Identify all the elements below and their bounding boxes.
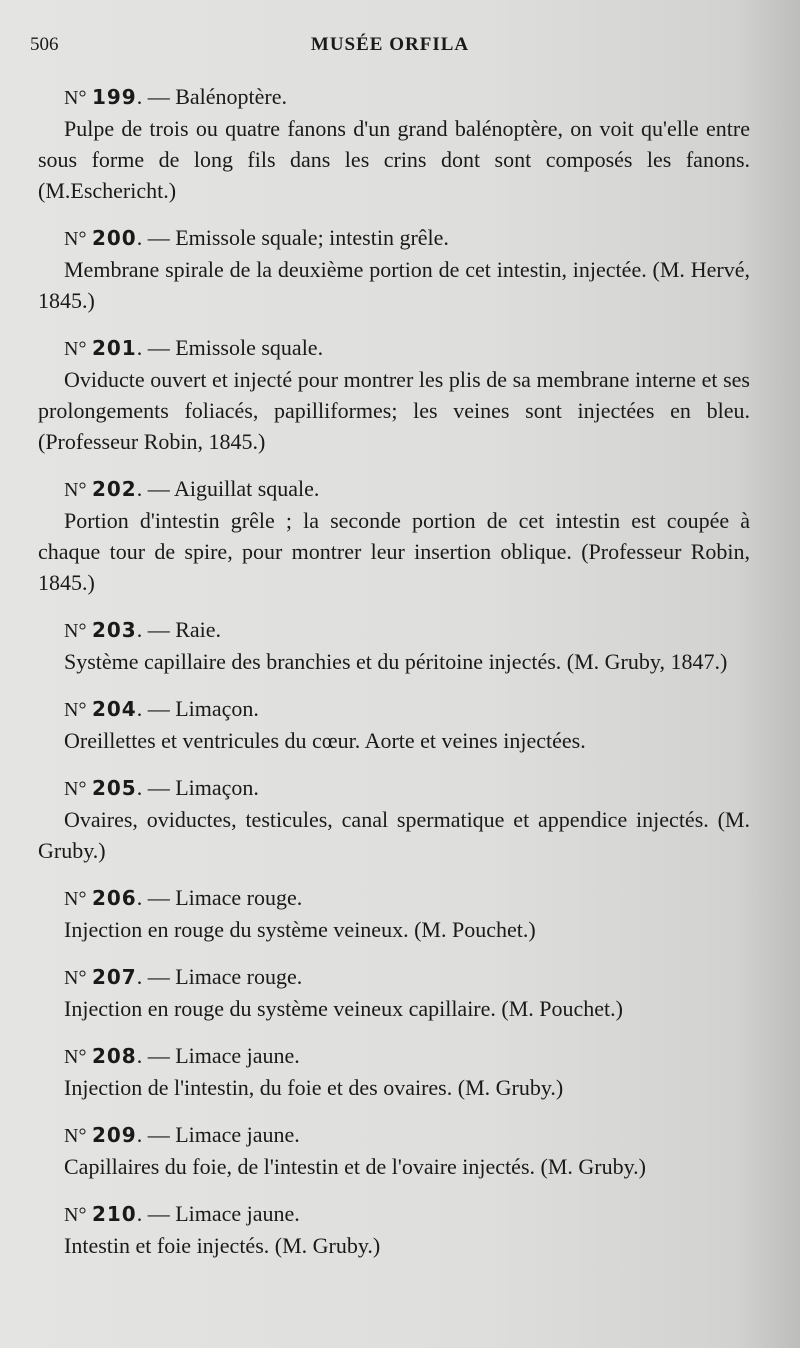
entry-number-prefix: N° [64, 1204, 87, 1226]
entry-number-prefix: N° [64, 87, 87, 109]
entry-title: . — Limace rouge. [136, 964, 303, 989]
entry-heading [38, 223, 750, 254]
catalogue-entry [38, 883, 750, 945]
entry-number-prefix: N° [64, 967, 87, 989]
entry-number: 207 [91, 965, 137, 989]
catalogue-entry [38, 615, 750, 677]
entry-title: . — Limace jaune. [136, 1043, 300, 1068]
catalogue-entry [38, 474, 750, 598]
entry-description: Portion d'intestin grêle ; la seconde portion de cet intestin est coupée à chaque tour de spire, pour montrer leur insertion oblique. (Professeur Robin, 1845.) [38, 508, 750, 595]
entry-number: 199 [91, 85, 137, 109]
entry-title: . — Balénoptère. [136, 84, 287, 109]
catalogue-entry [38, 333, 750, 457]
entry-number: 209 [91, 1123, 137, 1147]
entry-number: 201 [91, 336, 137, 360]
entry-number-prefix: N° [64, 228, 87, 250]
entry-title: . — Emissole squale. [136, 335, 324, 360]
entry-description: Membrane spirale de la deuxième portion de cet intestin, injectée. (M. Hervé, 1845.) [38, 257, 750, 313]
page-number: 506 [30, 34, 59, 55]
entry-title: . — Limace jaune. [136, 1122, 300, 1147]
entry-title: . — Raie. [136, 617, 222, 642]
entry-title: . — Limace rouge. [136, 885, 303, 910]
entry-number-prefix: N° [64, 338, 87, 360]
entry-description: Capillaires du foie, de l'intestin et de l'ovaire injectés. (M. Gruby.) [64, 1154, 647, 1179]
catalogue-entries [38, 82, 750, 1278]
entry-heading [38, 694, 750, 725]
entry-description: Injection en rouge du système veineux capillaire. (M. Pouchet.) [64, 996, 623, 1021]
catalogue-entry [38, 223, 750, 316]
catalogue-entry [38, 1120, 750, 1182]
entry-description: Injection de l'intestin, du foie et des ovaires. (M. Gruby.) [64, 1075, 564, 1100]
entry-title: . — Emissole squale; intestin grêle. [136, 225, 449, 250]
entry-heading [38, 773, 750, 804]
entry-heading [38, 1041, 750, 1072]
entry-heading [38, 1120, 750, 1151]
entry-number-prefix: N° [64, 699, 87, 721]
entry-number: 205 [91, 776, 137, 800]
entry-number: 206 [91, 886, 137, 910]
catalogue-entry [38, 962, 750, 1024]
entry-number-prefix: N° [64, 479, 87, 501]
running-title: MUSÉE ORFILA [310, 34, 470, 55]
entry-number: 203 [91, 618, 137, 642]
page-header [30, 30, 750, 64]
catalogue-entry [38, 82, 750, 206]
catalogue-entry [38, 773, 750, 866]
entry-description: Oviducte ouvert et injecté pour montrer les plis de sa membrane interne et ses prolongements foliacés, papilliformes; les veines sont injectées en bleu. (Professeur Robin, 1845.) [38, 367, 750, 454]
entry-heading [38, 474, 750, 505]
entry-heading [38, 962, 750, 993]
entry-title: . — Limaçon. [136, 775, 259, 800]
entry-description: Ovaires, oviductes, testicules, canal spermatique et appendice injectés. (M. Gruby.) [38, 807, 750, 863]
entry-heading [38, 615, 750, 646]
catalogue-entry [38, 694, 750, 756]
entry-number-prefix: N° [64, 888, 87, 910]
entry-heading [38, 1199, 750, 1230]
entry-title: . — Limaçon. [136, 696, 259, 721]
catalogue-entry [38, 1199, 750, 1261]
entry-description: Oreillettes et ventricules du cœur. Aorte et veines injectées. [64, 728, 586, 753]
entry-number-prefix: N° [64, 1125, 87, 1147]
entry-number-prefix: N° [64, 1046, 87, 1068]
entry-title: . — Aiguillat squale. [136, 476, 320, 501]
entry-description: Intestin et foie injectés. (M. Gruby.) [64, 1233, 381, 1258]
entry-number: 202 [91, 477, 137, 501]
entry-heading [38, 333, 750, 364]
entry-number: 208 [91, 1044, 137, 1068]
entry-number: 210 [91, 1202, 137, 1226]
entry-title: . — Limace jaune. [136, 1201, 300, 1226]
entry-description: Injection en rouge du système veineux. (M. Pouchet.) [64, 917, 536, 942]
catalogue-entry [38, 1041, 750, 1103]
entry-description: Pulpe de trois ou quatre fanons d'un grand balénoptère, on voit qu'elle entre sous forme de long fils dans les crins dont sont composés les fanons. (M.Eschericht.) [38, 116, 750, 203]
entry-number: 200 [91, 226, 137, 250]
entry-description: Système capillaire des branchies et du péritoine injectés. (M. Gruby, 1847.) [64, 649, 728, 674]
entry-heading [38, 883, 750, 914]
entry-number-prefix: N° [64, 620, 87, 642]
entry-number-prefix: N° [64, 778, 87, 800]
entry-number: 204 [91, 697, 137, 721]
entry-heading [38, 82, 750, 113]
